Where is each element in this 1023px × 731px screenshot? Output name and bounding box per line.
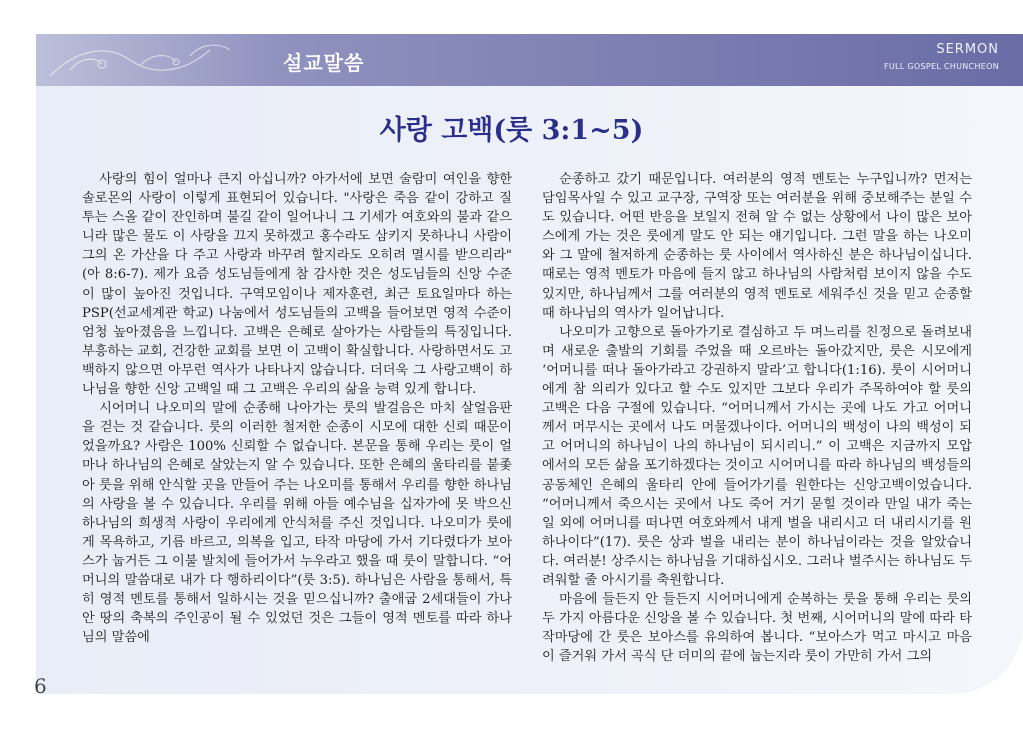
sermon-title: 사랑 고백(룻 3:1~5) <box>379 115 644 146</box>
paragraph: 마음에 들든지 안 들든지 시어머니에게 순복하는 룻을 통해 우리는 룻의 두 가지 아름다운 신앙을 볼 수 있습니다. 첫 번째, 시어머니의 말에 따라 타작마당에 간 룻은 보아스를 유의하여 봅니다. “보아스가 먹고 마시고 마음이 즐거워 가서 곡식 단 더미의 끝에 눕는지라 룻이 가만히 가서 그의 <box>542 592 972 665</box>
paragraph: 순종하고 갔기 때문입니다. 여러분의 영적 멘토는 누구입니까? 먼저는 담임목사일 수 있고 교구장, 구역장 또는 여러분을 위해 중보해주는 분일 수도 있습니다. 어떤 반응을 보일지 전혀 알 수 없는 상황에서 나이 많은 보아스에게 가는 것은 룻에게 말도 안 되는 얘기입니다. 그런 말을 하는 나오미와 그 말에 철저하게 순종하는 룻 사이에서 역사하신 분은 하나님이십니다. 때로는 영적 멘토가 마음에 들지 않고 하나님의 사람처럼 보이지 않을 수도 있지만, 하나님께서 그를 여러분의 영적 멘토로 세워주신 것을 믿고 순종할 때 하나님의 역사가 일어납니다. <box>542 172 972 321</box>
article-right-column <box>542 170 972 666</box>
publication-brand <box>884 42 999 71</box>
floral-ornament-icon <box>40 36 240 84</box>
paragraph: 나오미가 고향으로 돌아가기로 결심하고 두 며느리를 친정으로 돌려보내며 새로운 출발의 기회를 주었을 때 오르바는 돌아갔지만, 룻은 시모에게 ‘어머니를 떠나 돌아가라고 강권하지 말라’고 합니다(1:16). 룻이 시어머니에게 참 의리가 있다고 할 수도 있지만 그보다 우리가 주목하여야 할 룻의 고백은 다음 구절에 있습니다. “어머니께서 가시는 곳에 나도 가고 어머니께서 머무시는 곳에서 나도 머물겠나이다. 어머니의 백성이 나의 백성이 되고 어머니의 하나님이 나의 하나님이 되시리니.” 이 고백은 지금까지 모압에서의 모든 삶을 포기하겠다는 것이고 시어머니를 따라 하나님의 백성들의 공동체인 은혜의 울타리 안에 들어가기를 원한다는 신앙고백이었습니다. “어머니께서 죽으시는 곳에서 나도 죽어 거기 묻힐 것이라 만일 내가 죽는 일 외에 어머니를 떠나면 여호와께서 내게 벌을 내리시고 더 내리시기를 원하나이다”(17). 룻은 상과 벌을 내리는 분이 하나님이라는 것을 알았습니다. 여러분! 상주시는 하나님을 기대하십시오. 그러나 벌주시는 하나님도 두려워할 줄 아시기를 축원합니다. <box>542 324 972 588</box>
section-title: 설교말씀 <box>283 51 365 75</box>
page-number: 6 <box>34 674 47 698</box>
paragraph: 사랑의 힘이 얼마나 큰지 아십니까? 아가서에 보면 술람미 여인을 향한 솔로몬의 사랑이 이렇게 표현되어 있습니다. "사랑은 죽음 같이 강하고 질투는 스올 같이 잔인하며 불길 같이 일어나니 그 기세가 여호와의 불과 같으니라 많은 물도 이 사랑을 끄지 못하겠고 홍수라도 삼키지 못하나니 사람이 그의 온 가산을 다 주고 사랑과 바꾸려 할지라도 오히려 멸시를 받으리라"(아 8:6-7). 제가 요즘 성도님들에게 참 감사한 것은 성도님들의 신앙 수준이 많이 높아진 것입니다. 구역모임이나 제자훈련, 최근 토요일마다 하는 PSP(선교세계관 학교) 나눔에서 성도님들의 고백을 들어보면 영적 수준이 엄청 높아졌음을 느낍니다. 고백은 은혜로 살아가는 사람들의 특징입니다. 부흥하는 교회, 건강한 교회를 보면 이 고백이 확실합니다. 사랑하면서도 고백하지 않으면 아무런 역사가 나타나지 않습니다. 더더욱 그 사랑고백이 하나님을 향한 신앙 고백일 때 그 고백은 우리의 삶을 능력 있게 합니다. <box>82 172 512 398</box>
paragraph: 시어머니 나오미의 말에 순종해 나아가는 룻의 발걸음은 마치 살얼음판을 걷는 것 같습니다. 룻의 이러한 철저한 순종이 시모에 대한 신뢰 때문이었을까요? 사람은 100% 신뢰할 수 없습니다. 본문을 통해 우리는 룻이 얼마나 하나님의 은혜로 살았는지 알 수 있습니다. 또한 은혜의 울타리를 붙좇아 룻을 위해 안식할 곳을 만들어 주는 나오미를 통해서 우리를 향한 하나님의 사랑을 볼 수 있습니다. 우리를 위해 아들 예수님을 십자가에 못 박으신 하나님의 희생적 사랑이 우리에게 안식처를 주신 것입니다. 나오미가 룻에게 목욕하고, 기름 바르고, 의복을 입고, 타작 마당에 가서 기다렸다가 보아스가 눕거든 그 이불 발치에 들어가서 누우라고 했을 때 룻이 말합니다. “어머니의 말씀대로 내가 다 행하리이다”(룻 3:5). 하나님은 사람을 통해서, 특히 영적 멘토를 통해서 일하시는 것을 믿으십니까? 출애굽 2세대들이 가나안 땅의 축복의 주인공이 될 수 있었던 것은 그들이 영적 멘토를 따라 하나님의 말씀에 <box>82 401 512 646</box>
brand-sermon: SERMON <box>936 42 999 57</box>
brand-church-name: FULL GOSPEL CHUNCHEON <box>883 62 999 71</box>
article-left-column <box>82 170 512 647</box>
